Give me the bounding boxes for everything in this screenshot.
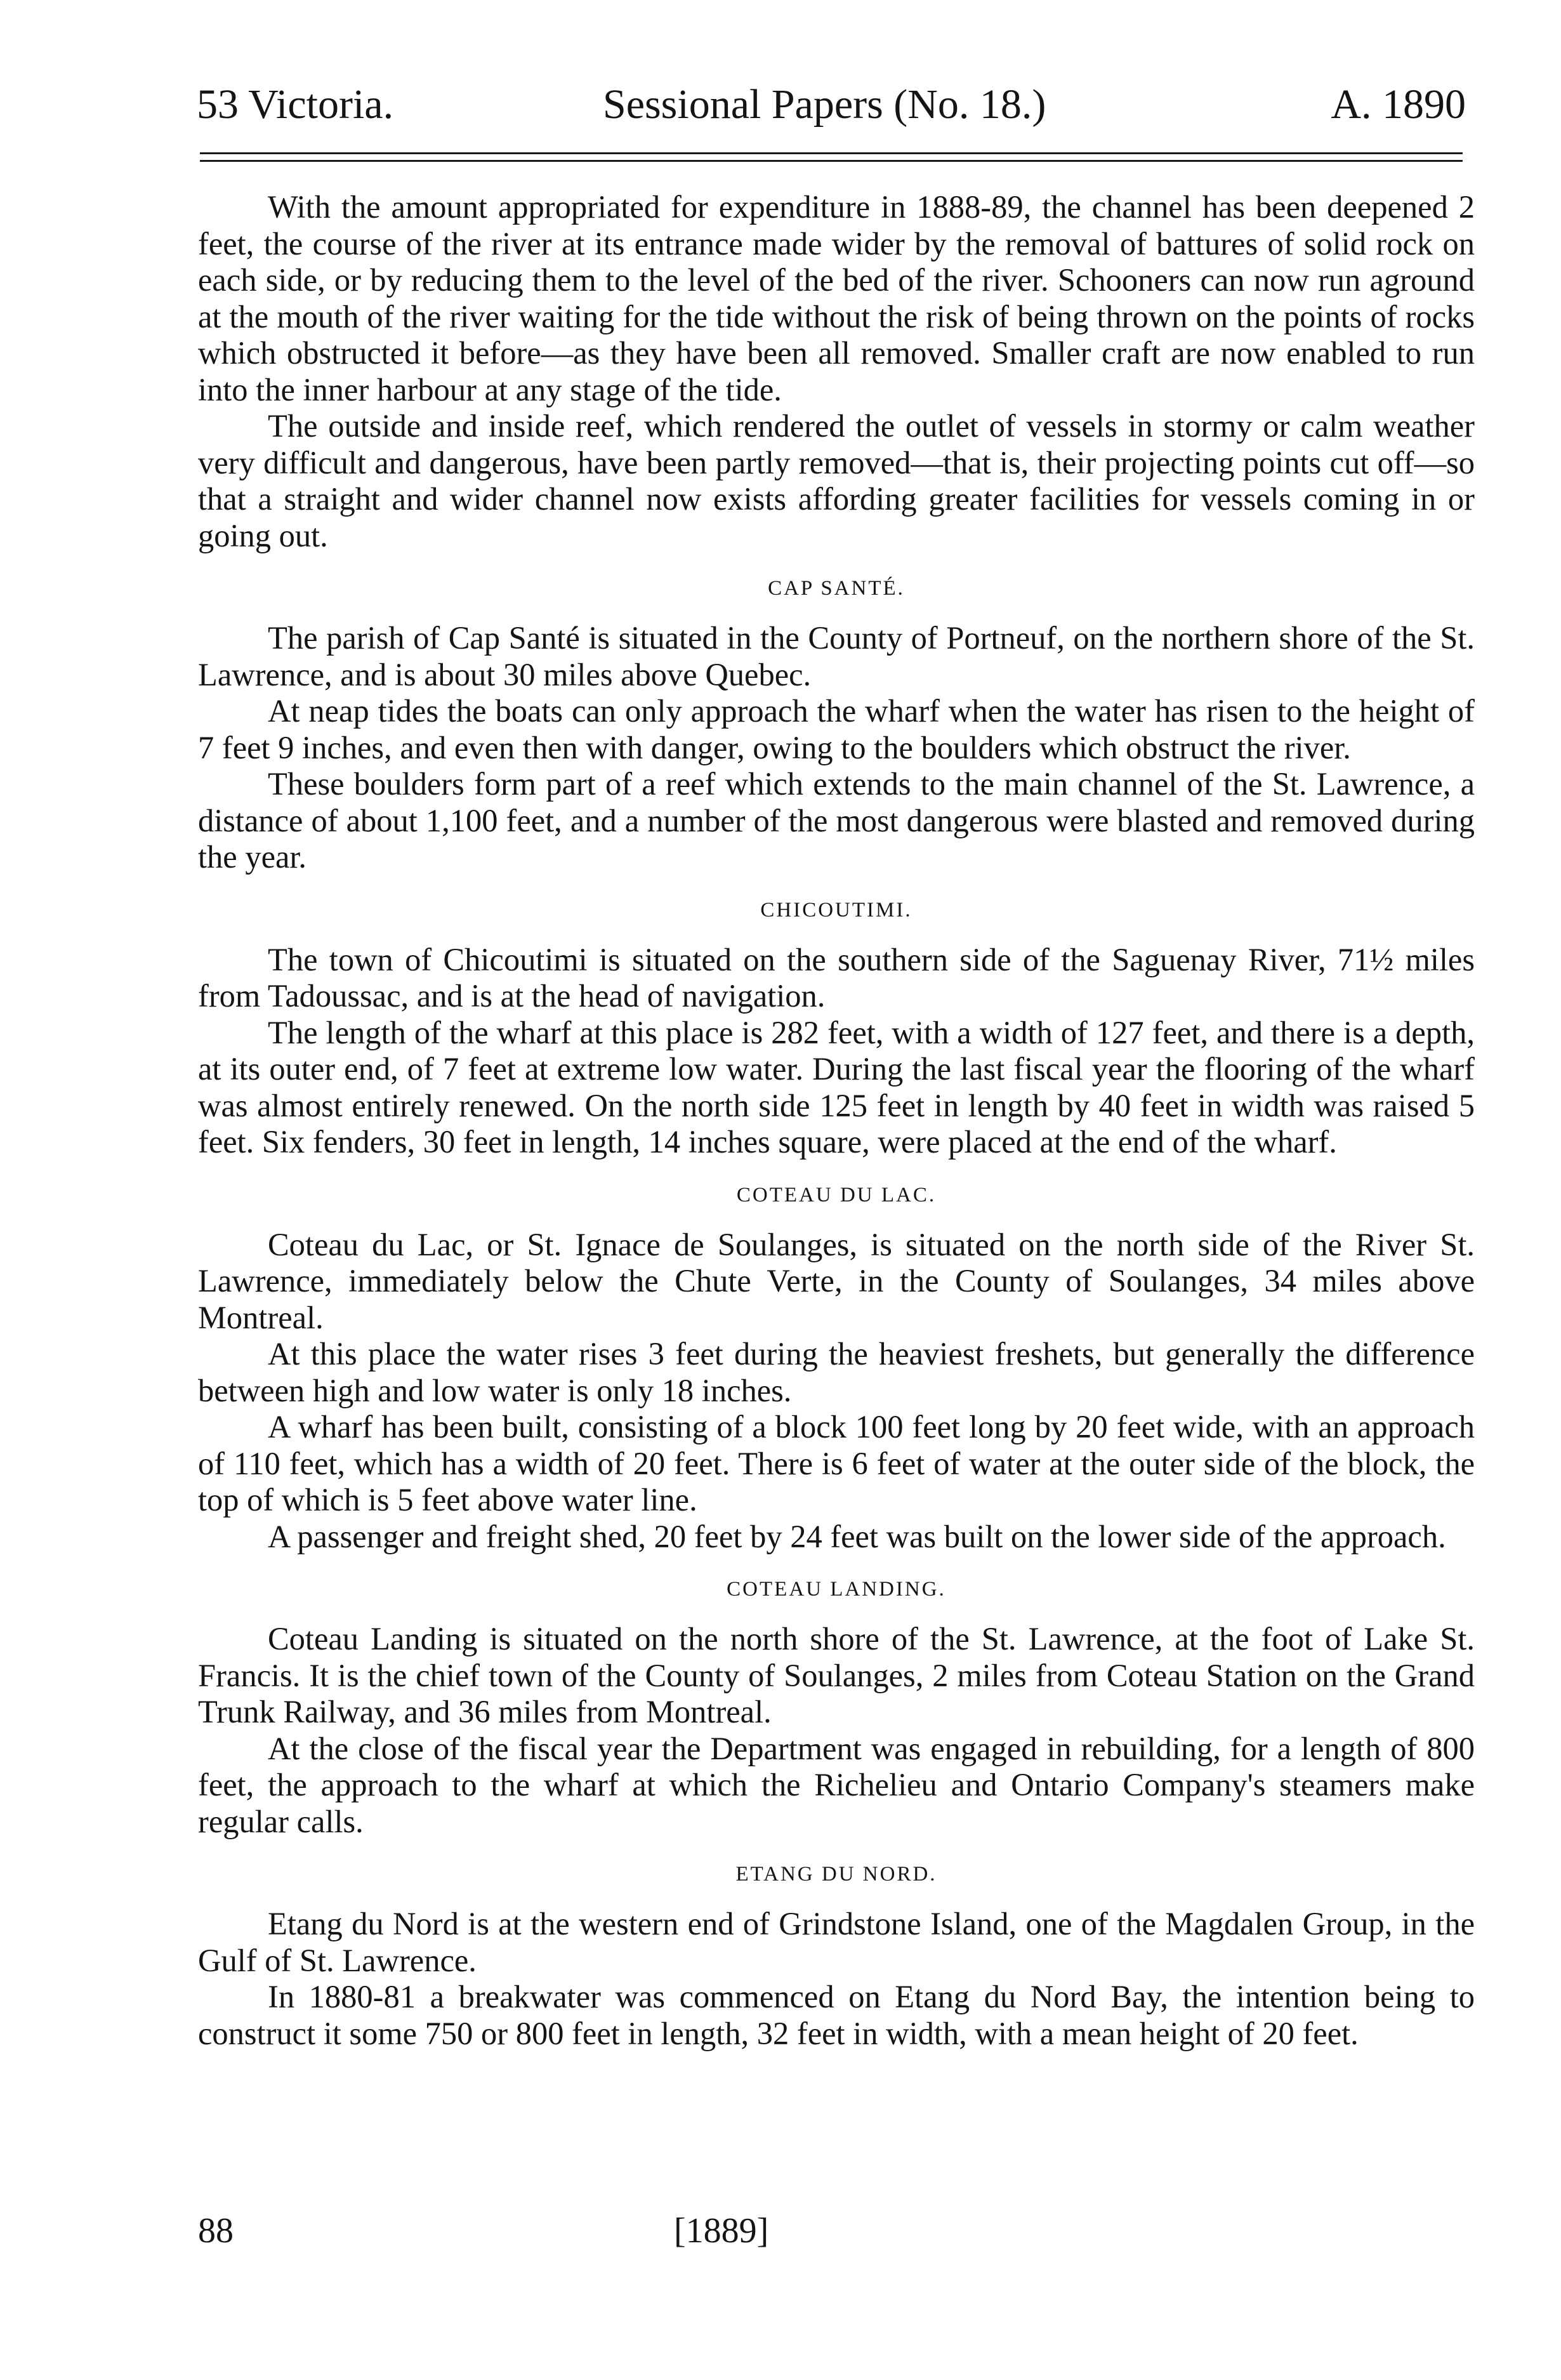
- section-heading-coteau-landing: COTEAU LANDING.: [727, 1578, 946, 1601]
- section-heading-cap-sante: CAP SANTÉ.: [768, 577, 905, 600]
- section-paragraph: Coteau Landing is situated on the north shore of the St. Lawrence, at the foot of Lake St. Francis. It is the chief town of the County of Soulanges, 2 miles from Coteau Station on the Grand Trunk Railway, and 36 miles from Montreal.: [198, 1621, 1475, 1729]
- section-paragraph: The parish of Cap Santé is situated in the County of Portneuf, on the northern shore of the St. Lawrence, and is about 30 miles above Quebec.: [198, 620, 1475, 692]
- section-paragraph: The town of Chicoutimi is situated on the southern side of the Saguenay River, 71½ miles from Tadoussac, and is at the head of navigation.: [198, 941, 1475, 1014]
- running-header: [197, 76, 1466, 133]
- section-heading-etang-du-nord: ETANG DU NORD.: [735, 1863, 937, 1886]
- section-heading-coteau-du-lac: COTEAU DU LAC.: [736, 1183, 937, 1207]
- section-paragraph: A passenger and freight shed, 20 feet by 24 feet was built on the lower side of the approach.: [268, 1518, 1446, 1554]
- header-year: A. 1890: [1331, 81, 1466, 128]
- intro-paragraph: With the amount appropriated for expenditure in 1888-89, the channel has been deepened 2 feet, the course of the river at its entrance made wider by the removal of battures of solid rock on each side, or by reducing them to the level of the bed of the river. Schooners can now run aground at the mouth of the river waiting for the tide without the risk of being thrown on the points of rocks which obstructed it before—as they have been all removed. Smaller craft are now enabled to run into the inner harbour at any stage of the tide.: [198, 189, 1475, 407]
- page-number: 88: [198, 2211, 234, 2251]
- section-paragraph: A wharf has been built, consisting of a block 100 feet long by 20 feet wide, with an approach of 110 feet, which has a width of 20 feet. There is 6 feet of water at the outer side of the block, the top of which is 5 feet above water line.: [198, 1409, 1475, 1517]
- section-paragraph: Etang du Nord is at the western end of Grindstone Island, one of the Magdalen Group, in the Gulf of St. Lawrence.: [198, 1906, 1475, 1978]
- page-footer: [198, 2209, 959, 2253]
- section-paragraph: These boulders form part of a reef which extends to the main channel of the St. Lawrence, a distance of about 1,100 feet, and a number of the most dangerous were blasted and removed during the year.: [198, 766, 1475, 875]
- header-rule-bottom: [200, 160, 1463, 162]
- body-text: [198, 189, 1475, 2052]
- section-paragraph: At neap tides the boats can only approach the wharf when the water has risen to the height of 7 feet 9 inches, and even then with danger, owing to the boulders which obstruct the river.: [198, 693, 1475, 765]
- section-heading-chicoutimi: CHICOUTIMI.: [760, 898, 912, 922]
- intro-paragraph: The outside and inside reef, which rendered the outlet of vessels in stormy or calm weather very difficult and dangerous, have been partly removed—that is, their projecting points cut off—so that a straight and wider channel now exists affording greater facilities for vessels coming in or going out.: [198, 408, 1475, 553]
- footer-year: [1889]: [674, 2211, 769, 2251]
- section-paragraph: At the close of the fiscal year the Department was engaged in rebuilding, for a length of 800 feet, the approach to the wharf at which the Richelieu and Ontario Company's steamers make regular calls.: [198, 1730, 1475, 1839]
- header-session: 53 Victoria.: [197, 81, 394, 128]
- section-paragraph: Coteau du Lac, or St. Ignace de Soulanges, is situated on the north side of the River St. Lawrence, immediately below the Chute Verte, in the County of Soulanges, 34 miles above Montreal.: [198, 1226, 1475, 1335]
- section-paragraph: The length of the wharf at this place is 282 feet, with a width of 127 feet, and there is a depth, at its outer end, of 7 feet at extreme low water. During the last fiscal year the flooring of the wharf was almost entirely renewed. On the north side 125 feet in length by 40 feet in width was raised 5 feet. Six fenders, 30 feet in length, 14 inches square, were placed at the end of the wharf.: [198, 1014, 1475, 1160]
- header-title: Sessional Papers (No. 18.): [603, 81, 1046, 128]
- section-paragraph: In 1880-81 a breakwater was commenced on Etang du Nord Bay, the intention being to construct it some 750 or 800 feet in length, 32 feet in width, with a mean height of 20 feet.: [198, 1979, 1475, 2051]
- header-rule-top: [200, 152, 1463, 154]
- section-paragraph: At this place the water rises 3 feet during the heaviest freshets, but generally the difference between high and low water is only 18 inches.: [198, 1336, 1475, 1408]
